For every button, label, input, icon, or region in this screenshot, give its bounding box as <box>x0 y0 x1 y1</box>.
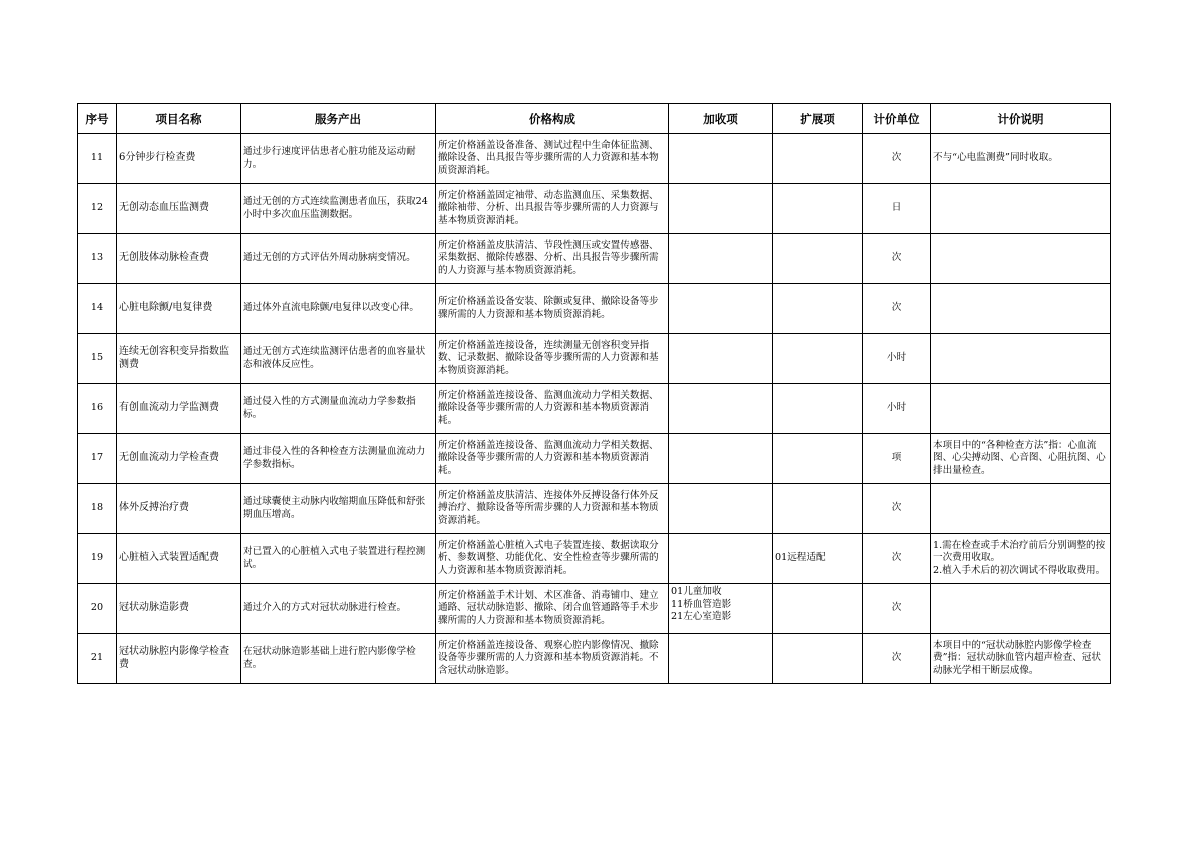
cell-pricing-unit: 次 <box>863 484 931 534</box>
header-pricing-note: 计价说明 <box>931 104 1111 134</box>
table-row <box>78 384 1111 434</box>
cell-pricing-unit: 次 <box>863 284 931 334</box>
cell-pricing-unit: 次 <box>863 234 931 284</box>
cell-serial-number: 12 <box>78 184 117 234</box>
cell-price-composition: 所定价格涵盖皮肤清洁、节段性测压或安置传感器、采集数据、撤除传感器、分析、出具报告等步骤所需的人力资源与基本物质资源消耗。 <box>436 234 669 284</box>
cell-service-output: 通过非侵入性的各种检查方法测量血流动力学参数指标。 <box>241 434 436 484</box>
cell-surcharge <box>669 334 773 384</box>
cell-price-composition: 所定价格涵盖连接设备、监测血流动力学相关数据、撤除设备等步骤所需的人力资源和基本物质资源消耗。 <box>436 384 669 434</box>
cell-service-output: 通过体外直流电除颤/电复律以改变心律。 <box>241 284 436 334</box>
cell-surcharge <box>669 234 773 284</box>
cell-surcharge <box>669 484 773 534</box>
cell-surcharge <box>669 284 773 334</box>
cell-surcharge <box>669 634 773 684</box>
cell-serial-number: 15 <box>78 334 117 384</box>
cell-price-composition: 所定价格涵盖心脏植入式电子装置连接、数据读取分析、参数调整、功能优化、安全性检查等步骤所需的人力资源和基本物质资源消耗。 <box>436 534 669 584</box>
cell-extension <box>773 384 863 434</box>
cell-service-output: 通过无创的方式评估外周动脉病变情况。 <box>241 234 436 284</box>
cell-service-output: 通过介入的方式对冠状动脉进行检查。 <box>241 584 436 634</box>
cell-price-composition: 所定价格涵盖设备安装、除颤或复律、撤除设备等步骤所需的人力资源和基本物质资源消耗。 <box>436 284 669 334</box>
cell-serial-number: 19 <box>78 534 117 584</box>
cell-pricing-note: 不与“心电监测费”同时收取。 <box>931 134 1111 184</box>
cell-item-name: 有创血流动力学监测费 <box>117 384 241 434</box>
cell-extension <box>773 484 863 534</box>
cell-service-output: 通过侵入性的方式测量血流动力学参数指标。 <box>241 384 436 434</box>
cell-item-name: 无创肢体动脉检查费 <box>117 234 241 284</box>
header-item-name: 项目名称 <box>117 104 241 134</box>
cell-item-name: 无创血流动力学检查费 <box>117 434 241 484</box>
cell-pricing-unit: 次 <box>863 134 931 184</box>
cell-serial-number: 21 <box>78 634 117 684</box>
cell-item-name: 心脏电除颤/电复律费 <box>117 284 241 334</box>
cell-serial-number: 20 <box>78 584 117 634</box>
cell-item-name: 6分钟步行检查费 <box>117 134 241 184</box>
table-row <box>78 484 1111 534</box>
cell-pricing-note <box>931 484 1111 534</box>
cell-surcharge <box>669 534 773 584</box>
table-row <box>78 434 1111 484</box>
cell-pricing-note: 1.需在检查或手术治疗前后分别调整的按一次费用收取。 2.植入手术后的初次调试不得收取费用。 <box>931 534 1111 584</box>
header-pricing-unit: 计价单位 <box>863 104 931 134</box>
table-row <box>78 634 1111 684</box>
cell-pricing-note <box>931 384 1111 434</box>
table-row <box>78 334 1111 384</box>
cell-serial-number: 16 <box>78 384 117 434</box>
cell-price-composition: 所定价格涵盖连接设备，连续测量无创容积变异指数、记录数据、撤除设备等步骤所需的人力资源和基本物质资源消耗。 <box>436 334 669 384</box>
cell-serial-number: 11 <box>78 134 117 184</box>
cell-serial-number: 18 <box>78 484 117 534</box>
cell-pricing-note <box>931 334 1111 384</box>
header-serial-number: 序号 <box>78 104 117 134</box>
cell-surcharge: 01儿童加收 11桥血管造影 21左心室造影 <box>669 584 773 634</box>
cell-pricing-note: 本项目中的“各种检查方法”指：心血流图、心尖搏动图、心音图、心阻抗图、心排出量检查。 <box>931 434 1111 484</box>
cell-extension <box>773 284 863 334</box>
cell-price-composition: 所定价格涵盖皮肤清洁、连接体外反搏设备行体外反搏治疗、撤除设备等所需步骤的人力资源和基本物质资源消耗。 <box>436 484 669 534</box>
cell-service-output: 通过球囊使主动脉内收缩期血压降低和舒张期血压增高。 <box>241 484 436 534</box>
header-service-output: 服务产出 <box>241 104 436 134</box>
cell-serial-number: 14 <box>78 284 117 334</box>
cell-item-name: 心脏植入式装置适配费 <box>117 534 241 584</box>
cell-item-name: 连续无创容积变异指数监测费 <box>117 334 241 384</box>
cell-price-composition: 所定价格涵盖手术计划、术区准备、消毒铺巾、建立通路、冠状动脉造影、撤除、闭合血管通路等手术步骤所需的人力资源和基本物质资源消耗。 <box>436 584 669 634</box>
cell-item-name: 体外反搏治疗费 <box>117 484 241 534</box>
table-row <box>78 584 1111 634</box>
cell-pricing-unit: 小时 <box>863 334 931 384</box>
cell-surcharge <box>669 184 773 234</box>
table-row <box>78 534 1111 584</box>
cell-pricing-unit: 日 <box>863 184 931 234</box>
table-row <box>78 184 1111 234</box>
cell-extension <box>773 234 863 284</box>
header-extension: 扩展项 <box>773 104 863 134</box>
cell-pricing-note: 本项目中的“冠状动脉腔内影像学检查费”指：冠状动脉血管内超声检查、冠状动脉光学相干断层成像。 <box>931 634 1111 684</box>
table-body <box>78 134 1111 684</box>
cell-service-output: 通过无创方式连续监测评估患者的血容量状态和液体反应性。 <box>241 334 436 384</box>
table-row <box>78 234 1111 284</box>
cell-surcharge <box>669 134 773 184</box>
table-row <box>78 134 1111 184</box>
cell-extension: 01远程适配 <box>773 534 863 584</box>
cell-extension <box>773 334 863 384</box>
cell-price-composition: 所定价格涵盖固定袖带、动态监测血压、采集数据、撤除袖带、分析、出具报告等步骤所需的人力资源与基本物质资源消耗。 <box>436 184 669 234</box>
cell-pricing-note <box>931 284 1111 334</box>
cell-pricing-unit: 次 <box>863 534 931 584</box>
cell-pricing-note <box>931 234 1111 284</box>
cell-service-output: 通过无创的方式连续监测患者血压，获取24小时中多次血压监测数据。 <box>241 184 436 234</box>
cell-serial-number: 17 <box>78 434 117 484</box>
cell-extension <box>773 634 863 684</box>
cell-pricing-unit: 项 <box>863 434 931 484</box>
cell-pricing-unit: 次 <box>863 584 931 634</box>
cell-item-name: 冠状动脉造影费 <box>117 584 241 634</box>
fee-schedule-table <box>77 103 1111 684</box>
cell-pricing-note <box>931 584 1111 634</box>
cell-serial-number: 13 <box>78 234 117 284</box>
header-price-composition: 价格构成 <box>436 104 669 134</box>
cell-service-output: 通过步行速度评估患者心脏功能及运动耐力。 <box>241 134 436 184</box>
table-header-row <box>78 104 1111 134</box>
cell-extension <box>773 134 863 184</box>
cell-extension <box>773 184 863 234</box>
cell-extension <box>773 584 863 634</box>
cell-pricing-unit: 次 <box>863 634 931 684</box>
cell-surcharge <box>669 434 773 484</box>
table-row <box>78 284 1111 334</box>
header-surcharge: 加收项 <box>669 104 773 134</box>
cell-item-name: 无创动态血压监测费 <box>117 184 241 234</box>
cell-surcharge <box>669 384 773 434</box>
cell-service-output: 在冠状动脉造影基础上进行腔内影像学检查。 <box>241 634 436 684</box>
cell-service-output: 对已置入的心脏植入式电子装置进行程控测试。 <box>241 534 436 584</box>
cell-price-composition: 所定价格涵盖设备准备、测试过程中生命体征监测、撤除设备、出具报告等步骤所需的人力资源和基本物质资源消耗。 <box>436 134 669 184</box>
cell-price-composition: 所定价格涵盖连接设备、监测血流动力学相关数据、撤除设备等步骤所需的人力资源和基本物质资源消耗。 <box>436 434 669 484</box>
cell-pricing-note <box>931 184 1111 234</box>
cell-extension <box>773 434 863 484</box>
cell-item-name: 冠状动脉腔内影像学检查费 <box>117 634 241 684</box>
cell-price-composition: 所定价格涵盖连接设备、观察心腔内影像情况、撤除设备等步骤所需的人力资源和基本物质资源消耗。不含冠状动脉造影。 <box>436 634 669 684</box>
cell-pricing-unit: 小时 <box>863 384 931 434</box>
